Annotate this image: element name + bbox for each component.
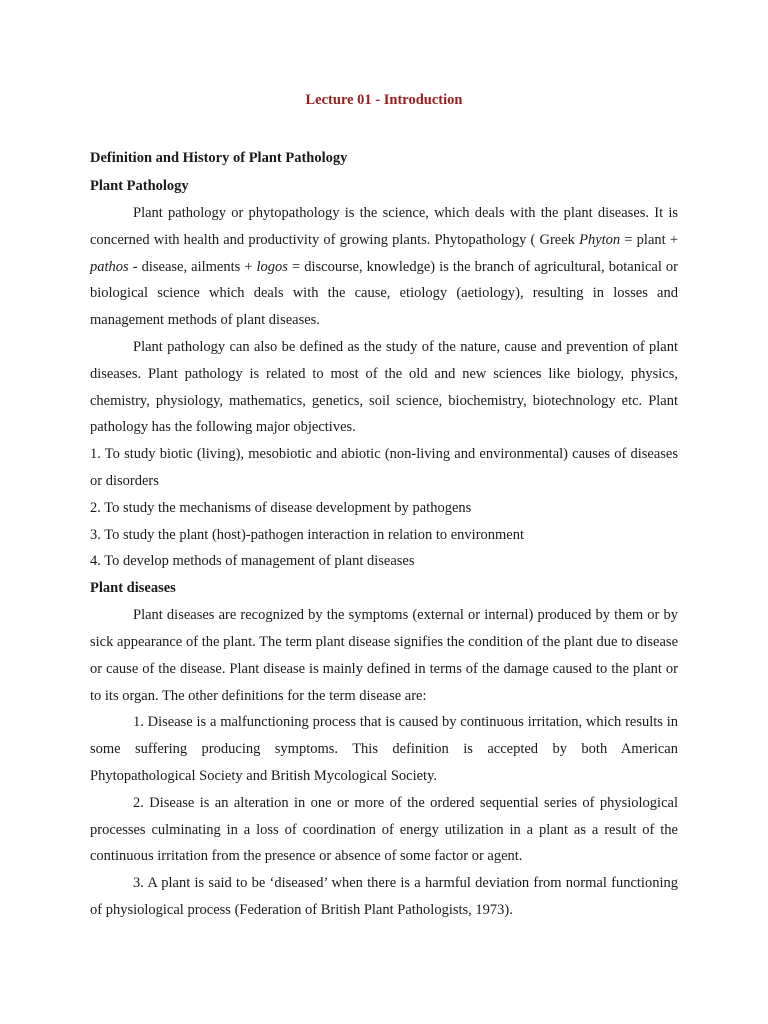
subheading-plant-pathology: Plant Pathology	[90, 178, 189, 194]
objective-item: 2. To study the mechanisms of disease development by pathogens	[90, 499, 472, 516]
definition-item: 1. Disease is a malfunctioning process that is caused by continuous irritation, which results in some suffering producing symptoms. This definition is accepted by both American Phytopathological Society and British Mycological Society.	[90, 714, 678, 784]
document-body	[90, 145, 678, 924]
p1-text-d: = discourse, knowledge) is the branch of agricultural, botanical or biological science which deals with the cause, etiology (aetiology), resulting in losses and management methods of plant diseases.	[90, 258, 678, 329]
p1-term-logos: logos	[256, 258, 288, 275]
p1-text-b: = plant +	[620, 231, 678, 248]
objective-item: 3. To study the plant (host)-pathogen interaction in relation to environment	[90, 526, 525, 543]
p1-text-a: Plant pathology or phytopathology is the science, which deals with the plant diseases. It is concerned with health and productivity of growing plants. Phytopathology ( Greek	[90, 205, 678, 248]
paragraph-plant-diseases: Plant diseases are recognized by the symptoms (external or internal) produced by them or by sick appearance of the plant. The term plant disease signifies the condition of the plant due to disease or cause of the disease. Plant disease is mainly defined in terms of the damage caused to the plant or to its organ. The other definitions for the term disease are:	[90, 607, 678, 704]
paragraph-scope: Plant pathology can also be defined as the study of the nature, cause and prevention of plant diseases. Plant pathology is related to most of the old and new sciences like biology, physics, chemistry, physiology, mathematics, genetics, soil science, biochemistry, biotechnology etc. Plant pathology has the following major objectives.	[90, 338, 678, 436]
definition-item: 3. A plant is said to be ‘diseased’ when there is a harmful deviation from normal functioning of physiological process (Federation of British Plant Pathologists, 1973).	[90, 875, 678, 918]
p1-term-pathos: pathos	[90, 258, 129, 275]
objective-item: 4. To develop methods of management of plant diseases	[90, 553, 415, 570]
objective-item: 1. To study biotic (living), mesobiotic and abiotic (non-living and environmental) causes of diseases or disorders	[90, 446, 678, 489]
p1-term-phyton: Phyton	[579, 231, 621, 248]
definition-item: 2. Disease is an alteration in one or more of the ordered sequential series of physiological processes culminating in a loss of coordination of energy utilization in a plant as a result of the continuous irritation from the presence or absence of some factor or agent.	[90, 794, 678, 865]
subheading-plant-diseases: Plant diseases	[90, 580, 176, 597]
section-heading: Definition and History of Plant Pathology	[90, 150, 348, 166]
paragraph-definition	[90, 200, 678, 334]
lecture-title: Lecture 01 - Introduction	[305, 92, 463, 108]
p1-text-c: - disease, ailments +	[128, 258, 257, 275]
